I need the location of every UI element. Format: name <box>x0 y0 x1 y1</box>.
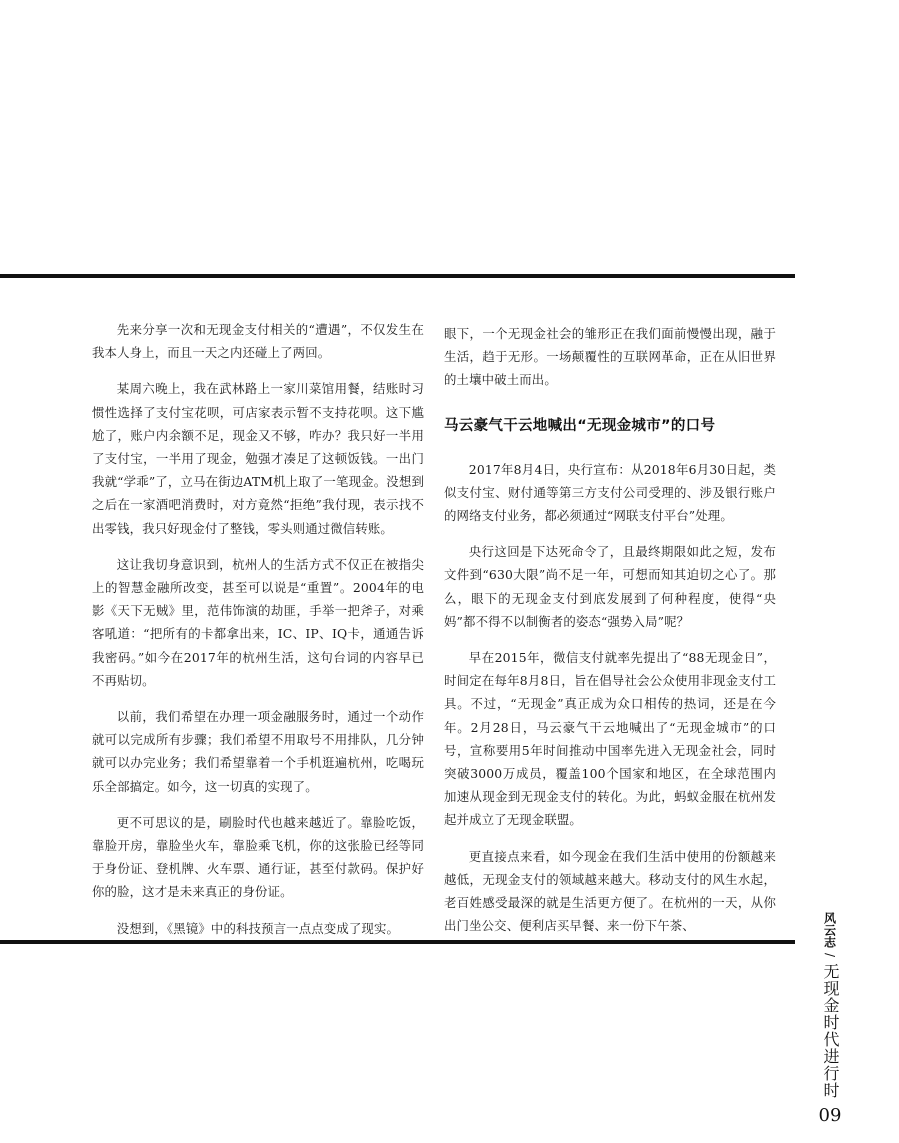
divider-slash: / <box>822 952 837 958</box>
left-column <box>92 318 424 953</box>
paragraph: 以前，我们希望在办理一项金融服务时，通过一个动作就可以完成所有步骤；我们希望不用取号不用排队，几分钟就可以办完业务；我们希望靠着一个手机逛遍杭州，吃喝玩乐全部搞定。如今，这一切真的实现了。 <box>92 709 424 794</box>
paragraph: 先来分享一次和无现金支付相关的“遭遇”，不仅发生在我本人身上，而且一天之内还碰上了两回。 <box>92 322 424 361</box>
column-brand: 风云志 <box>822 912 837 948</box>
paragraph: 更直接点来看，如今现金在我们生活中使用的份额越来越低，无现金支付的领域越来越大。移动支付的风生水起，老百姓感受最深的就是生活更方便了。在杭州的一天，从你出门坐公交、便利店买早餐、来一份下午茶、 <box>444 848 776 934</box>
section-heading: 马云豪气干云地喊出“无现金城市”的口号 <box>444 417 716 434</box>
page-number: 09 <box>818 1105 842 1126</box>
paragraph: 这让我切身意识到，杭州人的生活方式不仅正在被指尖上的智慧金融所改变，甚至可以说是“重置”。2004年的电影《天下无贼》里，范伟饰演的劫匪，手举一把斧子，对乘客吼道：“把所有的卡都拿出来，IC、IP、IQ卡，通通告诉我密码。”如今在2017年的杭州生活，这句台词的内容早已不再贴切。 <box>92 556 424 688</box>
running-sidebar <box>815 912 845 1125</box>
section-title: 无现金时代进行时 <box>821 963 840 1099</box>
bottom-rule <box>0 940 795 944</box>
top-rule <box>0 274 795 278</box>
continued-paragraph: 眼下，一个无现金社会的雏形正在我们面前慢慢出现，融于生活，趋于无形。一场颠覆性的互联网革命，正在从旧世界的土壤中破土而出。 <box>444 326 776 388</box>
paragraph: 早在2015年，微信支付就率先提出了“88无现金日”，时间定在每年8月8日，旨在倡导社会公众使用非现金支付工具。不过，“无现金”真正成为众口相传的热词，还是在今年。2月28日，马云豪气干云地喊出了“无现金城市”的口号，宣称要用5年时间推动中国率先进入无现金社会，同时突破3000万成员，覆盖100个国家和地区，在全球范围内加速从现金到无现金支付的转化。为此，蚂蚁金服在杭州发起并成立了无现金联盟。 <box>444 650 776 828</box>
paragraph: 2017年8月4日，央行宣布：从2018年6月30日起，类似支付宝、财付通等第三方支付公司受理的、涉及银行账户的网络支付业务，都必须通过“网联支付平台”处理。 <box>444 461 776 524</box>
right-column <box>444 322 776 950</box>
paragraph: 央行这回是下达死命令了，且最终期限如此之短，发布文件到“630大限”尚不足一年，可想而知其迫切之心了。那么，眼下的无现金支付到底发展到了何种程度，使得“央妈”都不得不以制衡者的姿态“强势入局”呢？ <box>444 544 776 629</box>
paragraph: 更不可思议的是，刷脸时代也越来越近了。靠脸吃饭，靠脸开房，靠脸坐火车，靠脸乘飞机，你的这张脸已经等同于身份证、登机牌、火车票、通行证，甚至付款码。保护好你的脸，这才是未来真正的身份证。 <box>92 814 424 900</box>
paragraph: 没想到，《黑镜》中的科技预言一点点变成了现实。 <box>116 920 400 936</box>
paragraph: 某周六晚上，我在武林路上一家川菜馆用餐，结账时习惯性选择了支付宝花呗，可店家表示暂不支持花呗。这下尴尬了，账户内余额不足，现金又不够，咋办？我只好一半用了支付宝，一半用了现金，勉强才凑足了这顿饭钱。一出门我就“学乖”了，立马在街边ATM机上取了一笔现金。没想到之后在一家酒吧消费时，对方竟然“拒绝”我付现，表示找不出零钱，我只好现金付了整钱，零头则通过微信转账。 <box>92 381 424 536</box>
